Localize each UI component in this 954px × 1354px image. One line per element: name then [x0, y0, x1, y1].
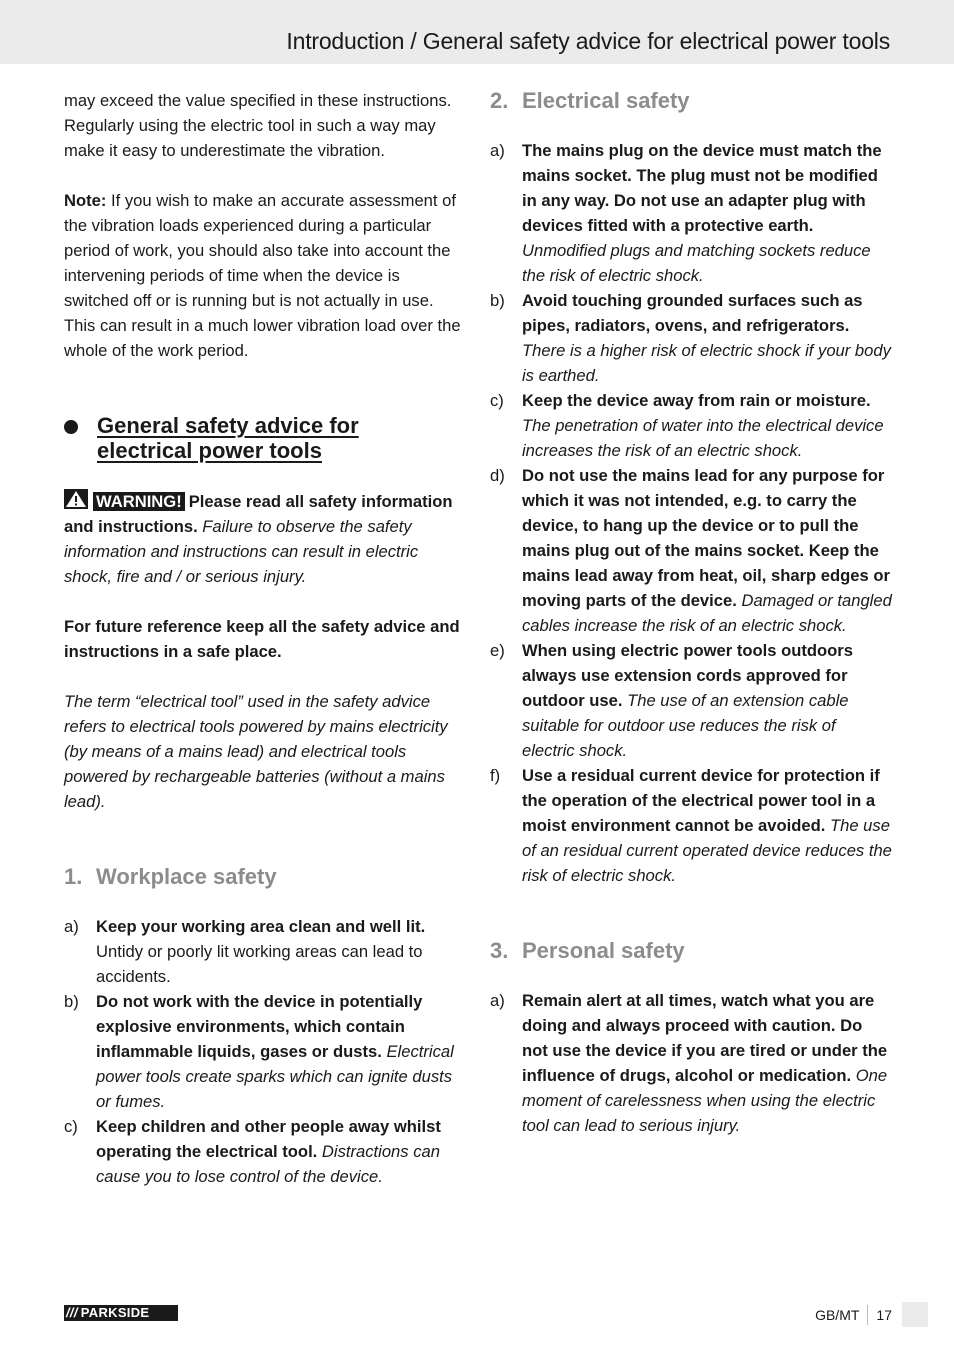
list-item: [490, 638, 892, 763]
list-item: [64, 1114, 466, 1189]
logo-text: PARKSIDE: [80, 1305, 150, 1320]
item-bold: When using electric power tools outdoors always use extension cords approved for outdoor use.: [522, 641, 853, 710]
list-item: [490, 288, 892, 388]
section-title: Electrical safety: [522, 88, 690, 113]
list-item: [490, 138, 892, 288]
section-heading-personal-safety: [490, 938, 892, 963]
item-rest: Unmodified plugs and matching sockets reduce the risk of electric shock.: [522, 241, 871, 285]
item-bold: The mains plug on the device must match the mains socket. The plug must not be modified in any way. Do not use an adapter plug with devices fitted with a protective earth.: [522, 141, 882, 235]
region-code: GB/MT: [815, 1306, 860, 1323]
item-bold: Keep children and other people away whilst operating the electrical tool.: [96, 1117, 441, 1161]
footer-page-info: [815, 1302, 928, 1327]
page-title: Introduction / General safety advice for electrical power tools: [286, 28, 890, 54]
section-title: Workplace safety: [96, 864, 277, 889]
personal-safety-list: [490, 988, 892, 1138]
heading-line-2: electrical power tools: [97, 438, 322, 463]
warning-badge: WARNING!: [93, 492, 185, 511]
intro-paragraph: may exceed the value specified in these instructions. Regularly using the electric tool in such a way may make it easy to underestimate the vibration.: [64, 91, 452, 160]
item-bold: Avoid touching grounded surfaces such as pipes, radiators, ovens, and refrigerators.: [522, 291, 863, 335]
list-item: [64, 914, 466, 989]
item-letter: b): [490, 291, 505, 310]
list-item: [490, 988, 892, 1138]
page-number: 17: [876, 1306, 892, 1323]
right-column: [490, 88, 892, 1138]
list-item: [64, 989, 466, 1114]
item-letter: a): [64, 917, 79, 936]
item-rest: The use of an residual current operated device reduces the risk of electric shock.: [522, 816, 892, 885]
section-number: 3.: [490, 938, 509, 963]
item-letter: e): [490, 641, 505, 660]
section-heading-electrical-safety: [490, 88, 892, 113]
footer-divider: [867, 1305, 868, 1325]
item-bold: Keep the device away from rain or moisture.: [522, 391, 871, 410]
section-number: 2.: [490, 88, 509, 113]
item-letter: a): [490, 991, 505, 1010]
item-rest: One moment of carelessness when using the electric tool can lead to serious injury.: [522, 1066, 888, 1135]
note-paragraph: [64, 188, 466, 363]
list-item: [490, 388, 892, 463]
section-number: 1.: [64, 864, 83, 889]
item-bold: Do not work with the device in potentially explosive environments, which contain inflammable liquids, gases or dusts.: [96, 992, 423, 1061]
safety-advice-heading: [64, 413, 466, 463]
item-bold: Keep your working area clean and well lit.: [96, 917, 426, 936]
warning-italic-text: Failure to observe the safety information and instructions can result in electric shock, fire and / or serious injury.: [64, 517, 419, 586]
warning-paragraph: [64, 489, 466, 589]
item-rest: Damaged or tangled cables increase the risk of an electric shock.: [522, 591, 892, 635]
item-letter: d): [490, 466, 505, 485]
note-text: If you wish to make an accurate assessment of the vibration loads experienced during a particular period of work, you should also take into account the intervening periods of time when the device is switched off or is running but is not actually in use. This can result in a much lower vibration load over the whole of the work period.: [64, 191, 461, 360]
left-column: [64, 88, 466, 1189]
item-letter: c): [64, 1117, 78, 1136]
section-title: Personal safety: [522, 938, 685, 963]
item-letter: c): [490, 391, 504, 410]
list-item: [490, 463, 892, 638]
item-letter: a): [490, 141, 505, 160]
parkside-logo: [64, 1305, 178, 1321]
item-rest: Distractions can cause you to lose control of the device.: [96, 1142, 440, 1186]
list-item: [490, 763, 892, 888]
item-rest: There is a higher risk of electric shock if your body is earthed.: [522, 341, 891, 385]
term-paragraph: The term “electrical tool” used in the safety advice refers to electrical tools powered by mains electricity (by means of a mains lead) and electrical tools powered by rechargeable batteries (without a mains lead).: [64, 692, 448, 811]
electrical-safety-list: [490, 138, 892, 888]
workplace-safety-list: [64, 914, 466, 1189]
item-bold: Use a residual current device for protection if the operation of the electrical power tool in a moist environment cannot be avoided.: [522, 766, 880, 835]
future-reference-paragraph: For future reference keep all the safety advice and instructions in a safe place.: [64, 617, 460, 661]
item-letter: f): [490, 766, 501, 785]
item-bold: Remain alert at all times, watch what you are doing and always proceed with caution. Do not use the device if you are tired or under the influence of drugs, alcohol or medication.: [522, 991, 888, 1085]
warning-bold-text: Please read all safety information and instructions.: [64, 492, 453, 536]
item-letter: b): [64, 992, 79, 1011]
item-rest: The penetration of water into the electrical device increases the risk of an electric shock.: [522, 416, 884, 460]
item-rest: Electrical power tools create sparks which can ignite dusts or fumes.: [96, 1042, 454, 1111]
item-rest: Untidy or poorly lit working areas can lead to accidents.: [96, 942, 423, 986]
item-bold: Do not use the mains lead for any purpose for which it was not intended, e.g. to carry the device, to hang up the device or to pull the mains plug out of the mains socket. Keep the mains lead away from heat, oil, sharp edges or moving parts of the device.: [522, 466, 890, 610]
footer-tab-marker: [902, 1302, 928, 1327]
warning-triangle-icon: [64, 489, 88, 509]
heading-line-1: General safety advice for: [97, 413, 359, 438]
note-label: Note:: [64, 191, 107, 210]
item-rest: The use of an extension cable suitable for outdoor use reduces the risk of electric shock.: [522, 691, 849, 760]
section-heading-workplace-safety: [64, 864, 466, 889]
logo-stripes-icon: ///: [66, 1305, 78, 1320]
header-band: [0, 0, 954, 64]
bullet-icon: [64, 420, 78, 434]
